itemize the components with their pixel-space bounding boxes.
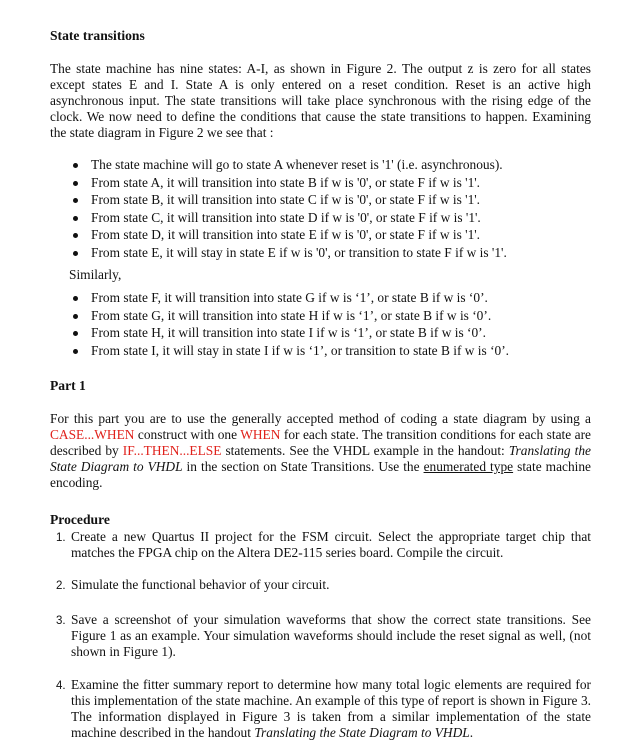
list-item: From state E, it will stay in state E if w is '0', or transition to state F if w is '1'.	[69, 245, 594, 263]
list-item: From state H, it will transition into state I if w is ‘1’, or state B if w is ‘0’.	[69, 325, 594, 343]
procedure-step-3: 3. Save a screenshot of your simulation waveforms that show the correct state transitions. See Figure 1 as an example. Your simulation waveforms should include the reset signal as well, (not shown in Figure 1).	[56, 612, 591, 659]
if-then-else-keyword: IF...THEN...ELSE	[122, 443, 222, 458]
part1-paragraph: For this part you are to use the generally accepted method of coding a state diagram by using a CASE...WHEN construct with one WHEN for each state. The transition conditions for each state are described by IF...THEN...ELSE statements. See the VHDL example in the handout: Translating the State Diagram to VHDL in the section on State Transitions. Use the enumerated type state machine encoding.	[50, 411, 592, 490]
list-item: The state machine will go to state A whenever reset is '1' (i.e. asynchronous).	[69, 157, 594, 175]
intro-paragraph: The state machine has nine states: A-I, as shown in Figure 2. The output z is zero for all states except states E and I. State A is only entered on a reset condition. Reset is an active high asynchronous input. The state transitions will take place synchronous with the rising edge of the clock. We now need to define the conditions that cause the state transitions to happen. Examining the state diagram in Figure 2 we see that :	[50, 61, 591, 140]
procedure-heading: Procedure	[50, 512, 110, 527]
procedure-step-4: 4. Examine the fitter summary report to determine how many total logic elements are required for this implementation of the state machine. An example of this type of report is shown in Figure 3. The information displayed in Figure 3 is taken from a similar implementation of the state machine described in the handout Translating the State Diagram to VHDL.	[56, 677, 591, 740]
case-when-keyword: CASE...WHEN	[50, 427, 135, 442]
transition-list-b	[69, 290, 594, 360]
list-item: From state C, it will transition into state D if w is '0', or state F if w is '1'.	[69, 210, 594, 228]
handout-title: Translating the State Diagram to VHDL	[50, 443, 591, 474]
list-item: From state I, it will stay in state I if w is ‘1’, or transition to state B if w is ‘0’.	[69, 343, 594, 361]
procedure-step-2: 2. Simulate the functional behavior of your circuit.	[56, 577, 330, 592]
part1-heading: Part 1	[50, 378, 86, 393]
transition-list-a	[69, 157, 594, 262]
enumerated-type-term: enumerated type	[423, 459, 514, 474]
procedure-step-1: 1. Create a new Quartus II project for the FSM circuit. Select the appropriate target chip that matches the FPGA chip on the Altera DE2-115 series board. Compile the circuit.	[56, 529, 591, 560]
state-transitions-heading: State transitions	[50, 28, 145, 43]
similarly-label: Similarly,	[69, 267, 122, 282]
list-item: From state G, it will transition into state H if w is ‘1’, or state B if w is ‘0’.	[69, 308, 594, 326]
list-item: From state A, it will transition into state B if w is '0', or state F if w is '1'.	[69, 175, 594, 193]
handout-title: Translating the State Diagram to VHDL	[254, 725, 470, 740]
when-keyword: WHEN	[240, 427, 281, 442]
list-item: From state F, it will transition into state G if w is ‘1’, or state B if w is ‘0’.	[69, 290, 594, 308]
list-item: From state D, it will transition into state E if w is '0', or state F if w is '1'.	[69, 227, 594, 245]
list-item: From state B, it will transition into state C if w is '0', or state F if w is '1'.	[69, 192, 594, 210]
